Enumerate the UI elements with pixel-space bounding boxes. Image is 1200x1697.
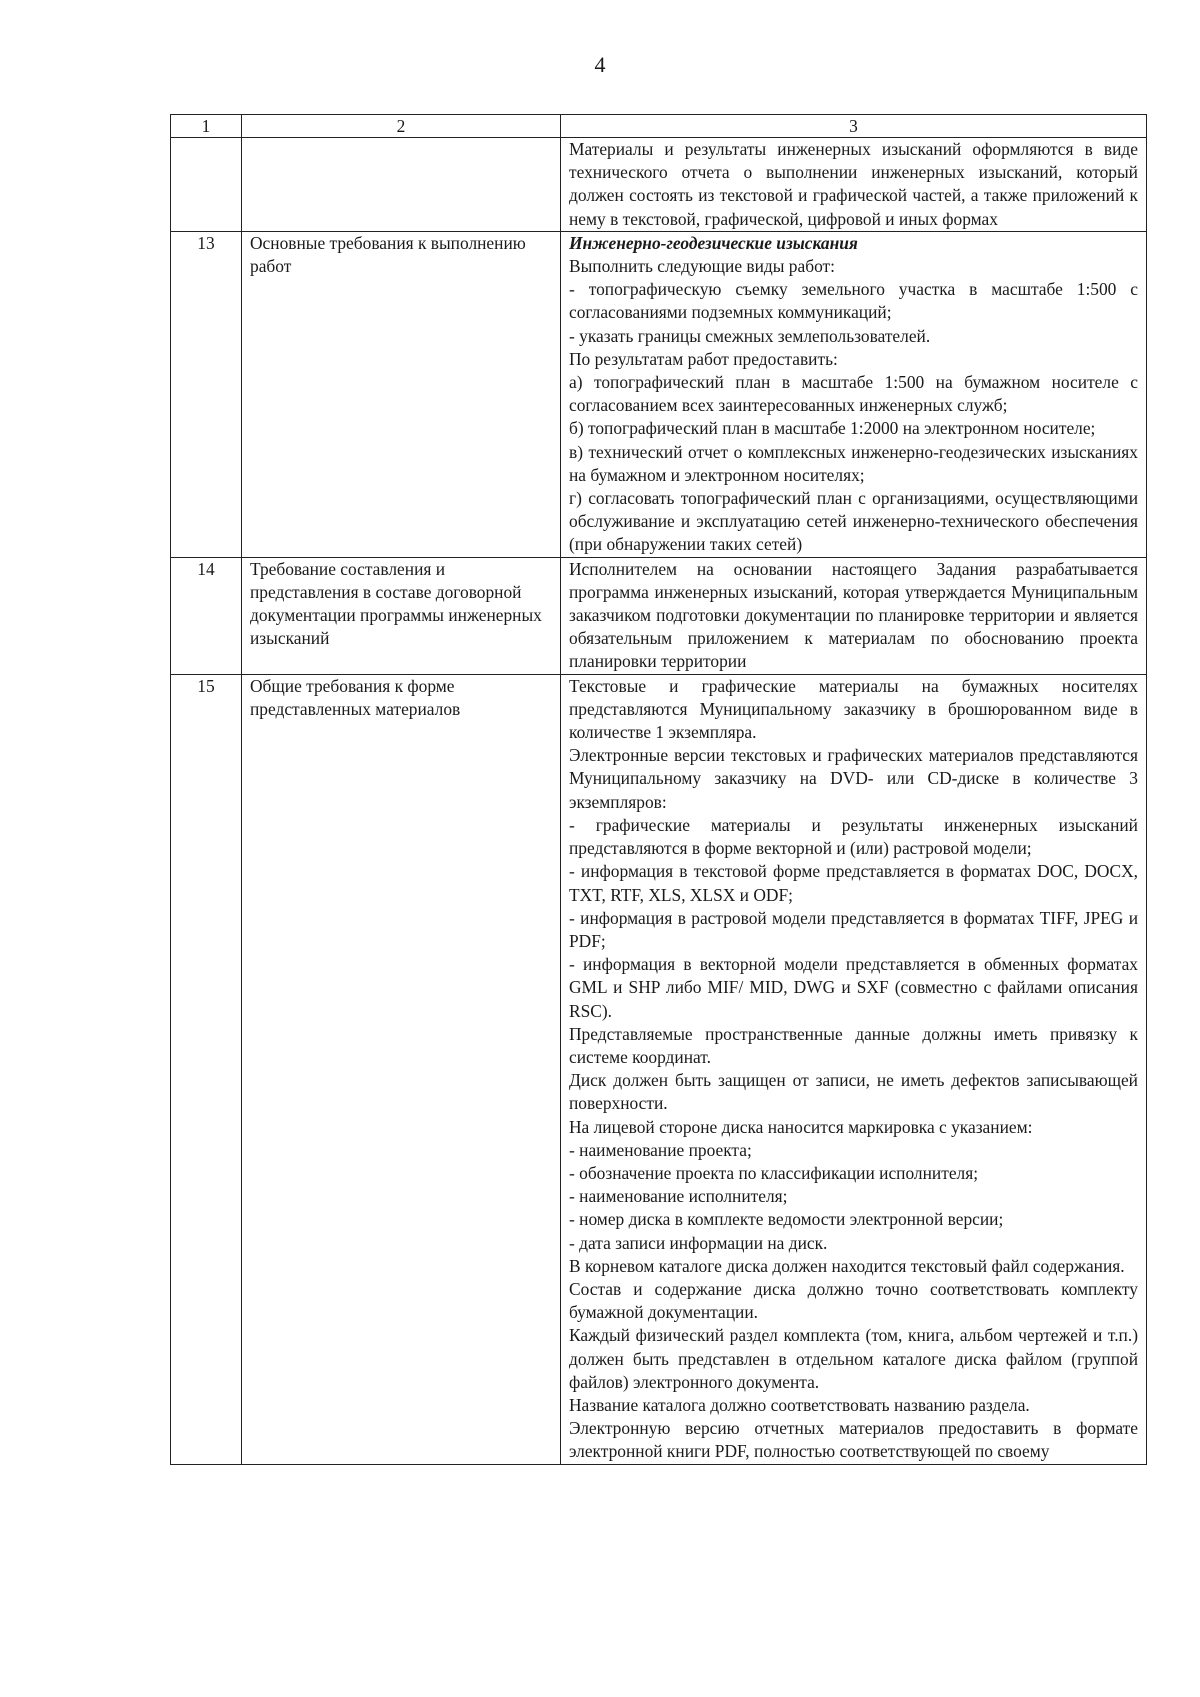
content-line: б) топографический план в масштабе 1:2000 на электронном носителе; — [569, 418, 1096, 439]
content-line: - топографическую съемку земельного участка в масштабе 1:500 с согласованиями подземных коммуникаций; — [569, 279, 1138, 323]
row-number: 15 — [171, 674, 242, 1464]
content-line: - наименование исполнителя; — [569, 1186, 788, 1207]
row-name: Требование составления и представления в составе договорной документации программы инженерных изысканий — [242, 557, 561, 674]
row-name: Общие требования к форме представленных материалов — [242, 674, 561, 1464]
content-line: Каждый физический раздел комплекта (том, книга, альбом чертежей и т.п.) должен быть представлен в отдельном каталоге диска файлом (группой файлов) электронного документа. — [569, 1325, 1138, 1392]
page-number: 4 — [594, 52, 606, 77]
requirements-table — [170, 114, 1147, 1465]
continuation-text: Материалы и результаты инженерных изысканий оформляются в виде технического отчета о выполнении инженерных изысканий, который должен состоять из текстовой и графической частей, а также приложений к нему в текстовой, графической, цифровой и иных формах — [561, 138, 1147, 232]
table-row-continuation — [171, 138, 1147, 232]
content-line: Выполнить следующие виды работ: — [569, 256, 835, 277]
content-line: По результатам работ предоставить: — [569, 348, 838, 369]
content-line: - номер диска в комплекте ведомости электронной версии; — [569, 1209, 1004, 1230]
row-content — [561, 557, 1147, 674]
table-row-15 — [171, 674, 1147, 1464]
content-line: - обозначение проекта по классификации исполнителя; — [569, 1162, 979, 1183]
row-number: 13 — [171, 231, 242, 557]
row-number: 14 — [171, 557, 242, 674]
row-content — [561, 231, 1147, 557]
content-line: - дата записи информации на диск. — [569, 1232, 828, 1253]
content-line: - наименование проекта; — [569, 1139, 752, 1160]
header-col-3: 3 — [561, 115, 1147, 138]
content-line: На лицевой стороне диска наносится маркировка с указанием: — [569, 1116, 1033, 1137]
content-line: В корневом каталоге диска должен находится текстовый файл содержания. — [569, 1255, 1125, 1276]
content-line: Диск должен быть защищен от записи, не иметь дефектов записывающей поверхности. — [569, 1070, 1138, 1114]
content-line: в) технический отчет о комплексных инженерно-геодезических изысканиях на бумажном и электронном носителях; — [569, 441, 1138, 485]
table-row-14 — [171, 557, 1147, 674]
content-line: Представляемые пространственные данные должны иметь привязку к системе координат. — [569, 1023, 1138, 1067]
table-row-13 — [171, 231, 1147, 557]
content-line: - информация в текстовой форме представляется в форматах DOC, DOCX, TXT, RTF, XLS, XLSX и ODF; — [569, 861, 1138, 905]
header-col-1: 1 — [171, 115, 242, 138]
row-number-cell — [171, 138, 242, 232]
header-col-2: 2 — [242, 115, 561, 138]
row-content — [561, 674, 1147, 1464]
content-line: г) согласовать топографический план с организациями, осуществляющими обслуживание и эксплуатацию сетей инженерно-технического обеспечения (при обнаружении таких сетей) — [569, 488, 1138, 555]
content-line: Электронные версии текстовых и графических материалов представляются Муниципальному заказчику на DVD- или CD-диске в количестве 3 экземпляров: — [569, 745, 1138, 812]
table-header-row — [171, 115, 1147, 138]
content-line: Исполнителем на основании настоящего Задания разрабатывается программа инженерных изысканий, которая утверждается Муниципальным заказчиком подготовки документации по планировке территории и является обязательным приложением к материалам по обоснованию проекта планировки территории — [569, 558, 1138, 672]
content-line: - указать границы смежных землепользователей. — [569, 325, 931, 346]
row-name-cell — [242, 138, 561, 232]
section-heading: Инженерно-геодезические изыскания — [569, 232, 858, 253]
content-line: Название каталога должно соответствовать названию раздела. — [569, 1394, 1030, 1415]
content-line: Электронную версию отчетных материалов предоставить в формате электронной книги PDF, полностью соответствующей по своему — [569, 1418, 1138, 1462]
content-line: - информация в растровой модели представляется в форматах TIFF, JPEG и PDF; — [569, 907, 1138, 951]
row-name: Основные требования к выполнению работ — [242, 231, 561, 557]
content-line: - графические материалы и результаты инженерных изысканий представляются в форме векторной и (или) растровой модели; — [569, 814, 1138, 859]
content-line: а) топографический план в масштабе 1:500 на бумажном носителе с согласованием всех заинтересованных инженерных служб; — [569, 372, 1138, 416]
content-line: - информация в векторной модели представляется в обменных форматах GML и SHP либо MIF/ MID, DWG и SXF (совместно с файлами описания RSC). — [569, 954, 1138, 1021]
content-line: Текстовые и графические материалы на бумажных носителях представляются Муниципальному заказчику в брошюрованном виде в количестве 1 экземпляра. — [569, 675, 1138, 743]
content-line: Состав и содержание диска должно точно соответствовать комплекту бумажной документации. — [569, 1278, 1138, 1323]
